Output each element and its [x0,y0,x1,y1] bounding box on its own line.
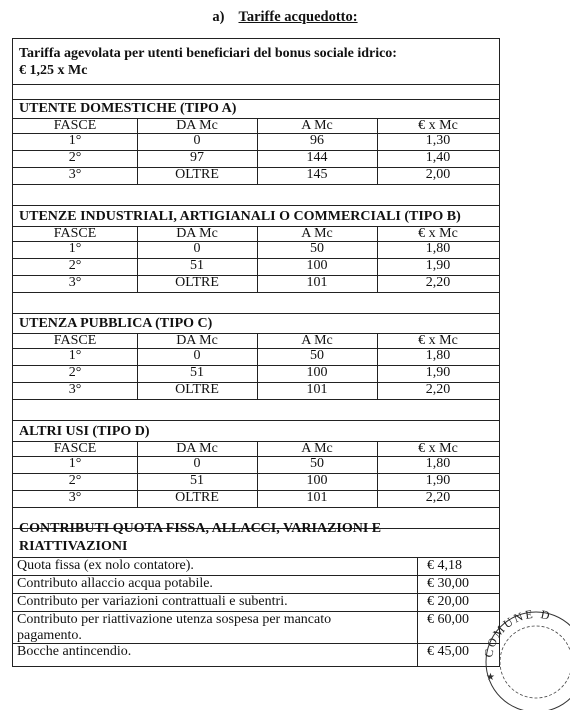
fascia-cell: 1° [68,241,82,256]
a-cell: 50 [310,348,324,363]
da-cell: 51 [190,473,204,488]
column-header-fasce: FASCE [53,441,97,456]
a-cell: 144 [306,150,328,165]
section-letter: a) [212,9,225,25]
column-header-a: A Mc [301,441,333,456]
eur-cell: 1,80 [425,348,451,363]
da-cell: OLTRE [175,382,219,397]
column-header-fasce: FASCE [53,118,97,133]
a-cell: 50 [310,241,324,256]
eur-cell: 2,00 [425,167,451,182]
row-divider [13,313,499,314]
eur-cell: 1,30 [425,133,451,148]
da-cell: OLTRE [175,275,219,290]
eur-cell: 1,80 [425,456,451,471]
fee-value: € 45,00 [427,644,469,659]
fascia-cell: 1° [68,133,82,148]
fascia-cell: 3° [68,490,82,505]
column-divider [137,441,138,507]
da-cell: 0 [193,133,201,148]
column-divider [377,226,378,292]
fee-label: Quota fissa (ex nolo contatore). [17,558,194,573]
column-divider [417,557,418,666]
fee-label: Contributo allaccio acqua potabile. [17,576,213,591]
fee-value: € 20,00 [427,594,469,609]
fascia-cell: 3° [68,275,82,290]
da-cell: 51 [190,365,204,380]
column-header-fasce: FASCE [53,226,97,241]
contributi-title: RIATTIVAZIONI [19,539,128,554]
eur-cell: 1,40 [425,150,451,165]
eur-cell: 2,20 [425,490,451,505]
fascia-cell: 2° [68,473,82,488]
column-header-eur: € x Mc [418,118,458,133]
fee-label: Contributo per variazioni contrattuali e subentri. [17,594,288,609]
column-header-a: A Mc [301,333,333,348]
section-title: UTENZA PUBBLICA (TIPO C) [19,316,213,331]
da-cell: 0 [193,241,201,256]
a-cell: 101 [306,382,328,397]
eur-cell: 1,90 [425,258,451,273]
row-divider [13,84,499,85]
row-divider [13,420,499,421]
svg-text:★: ★ [486,672,495,683]
eur-cell: 1,80 [425,241,451,256]
column-divider [257,333,258,399]
section-title: Tariffe acquedotto: [238,9,358,25]
row-divider [13,507,499,508]
fee-label: pagamento. [17,628,82,643]
column-header-fasce: FASCE [53,333,97,348]
fascia-cell: 1° [68,456,82,471]
column-divider [377,118,378,184]
row-divider [13,184,499,185]
column-divider [377,333,378,399]
bonus-rate: € 1,25 x Mc [19,63,88,78]
da-cell: OLTRE [175,490,219,505]
fascia-cell: 1° [68,348,82,363]
column-divider [257,118,258,184]
fee-value: € 4,18 [427,558,462,573]
eur-cell: 2,20 [425,275,451,290]
eur-cell: 2,20 [425,382,451,397]
column-divider [137,333,138,399]
municipal-stamp [478,600,570,710]
column-divider [137,226,138,292]
fee-label: Contributo per riattivazione utenza sospesa per mancato [17,612,332,627]
column-header-a: A Mc [301,226,333,241]
column-divider [257,441,258,507]
column-divider [257,226,258,292]
a-cell: 100 [306,258,328,273]
fascia-cell: 2° [68,365,82,380]
row-divider [13,292,499,293]
column-header-da: DA Mc [176,441,218,456]
column-header-da: DA Mc [176,333,218,348]
column-header-eur: € x Mc [418,226,458,241]
fascia-cell: 3° [68,167,82,182]
stamp-text: COMUNE D [481,606,553,659]
a-cell: 96 [310,133,324,148]
row-divider [13,205,499,206]
fee-value: € 60,00 [427,612,469,627]
column-header-da: DA Mc [176,118,218,133]
column-header-eur: € x Mc [418,441,458,456]
column-header-a: A Mc [301,118,333,133]
row-divider [13,399,499,400]
section-heading [0,9,570,26]
bonus-label: Tariffa agevolata per utenti beneficiari del bonus sociale idrico: [19,46,397,61]
section-title: ALTRI USI (TIPO D) [19,424,150,439]
column-header-eur: € x Mc [418,333,458,348]
a-cell: 145 [306,167,328,182]
fascia-cell: 3° [68,382,82,397]
column-divider [137,118,138,184]
section-title: UTENZE INDUSTRIALI, ARTIGIANALI O COMMERCIALI (TIPO B) [19,209,461,224]
column-header-da: DA Mc [176,226,218,241]
da-cell: OLTRE [175,167,219,182]
fee-label: Bocche antincendio. [17,644,132,659]
da-cell: 0 [193,348,201,363]
da-cell: 51 [190,258,204,273]
section-title: UTENTE DOMESTICHE (TIPO A) [19,101,237,116]
a-cell: 101 [306,275,328,290]
fee-value: € 30,00 [427,576,469,591]
fascia-cell: 2° [68,150,82,165]
da-cell: 97 [190,150,204,165]
fascia-cell: 2° [68,258,82,273]
svg-text:COMUNE D [481,607,553,659]
eur-cell: 1,90 [425,473,451,488]
a-cell: 100 [306,365,328,380]
column-divider [377,441,378,507]
a-cell: 100 [306,473,328,488]
contributi-title: CONTRIBUTI QUOTA FISSA, ALLACCI, VARIAZIONI E [19,521,382,536]
eur-cell: 1,90 [425,365,451,380]
tariff-table [12,38,500,667]
a-cell: 50 [310,456,324,471]
da-cell: 0 [193,456,201,471]
a-cell: 101 [306,490,328,505]
row-divider [13,99,499,100]
